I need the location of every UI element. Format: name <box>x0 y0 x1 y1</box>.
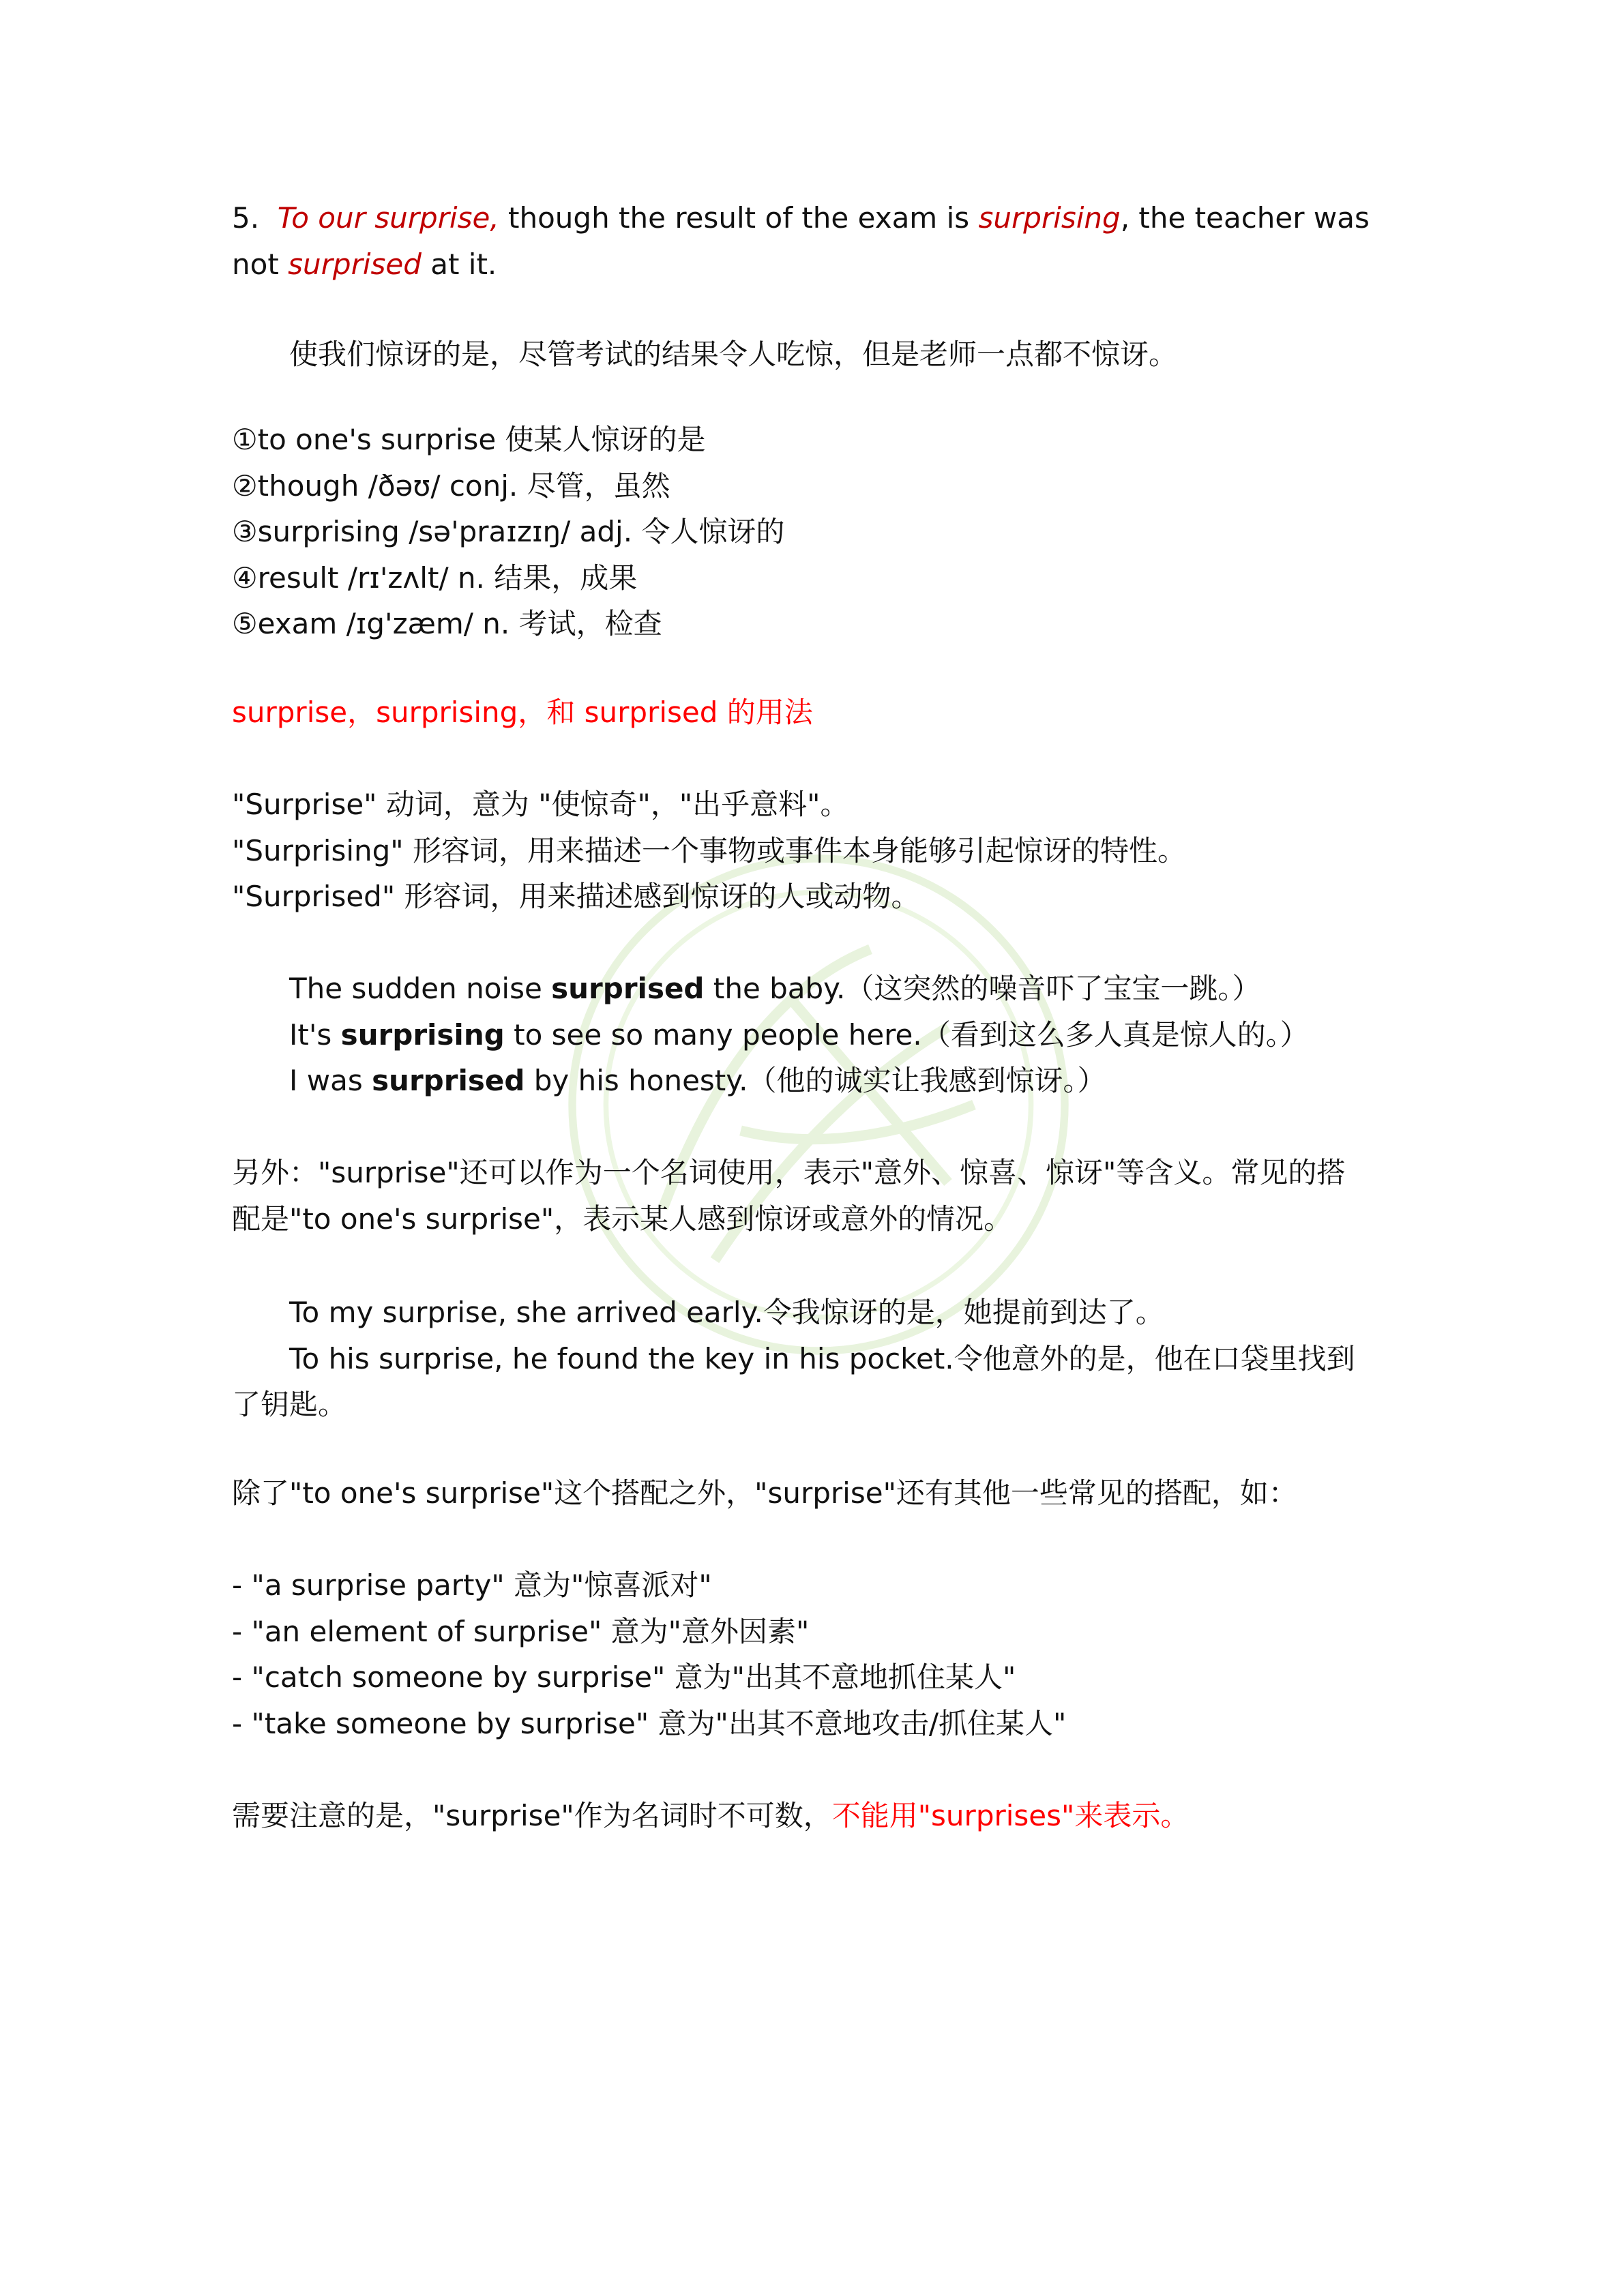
sentence-text: , the teacher was <box>1120 201 1370 235</box>
translation: 使我们惊讶的是，尽管考试的结果令人吃惊，但是老师一点都不惊讶。 <box>289 338 1178 371</box>
example-line: The sudden noise surprised the baby.（这突然的噪音吓了宝宝一跳。） <box>289 972 1261 1005</box>
vocab-item: ①to one's surprise 使某人惊讶的是 <box>232 423 706 456</box>
sentence-number: 5. <box>232 201 260 235</box>
example-line-continued: 了钥匙。 <box>232 1388 347 1421</box>
sentence-text: though the result of the exam is <box>499 201 979 235</box>
collocation-item: - "an element of surprise" 意为"意外因素" <box>232 1615 810 1648</box>
watermark-logo-icon <box>559 846 1078 1364</box>
vocab-item: ⑤exam /ɪg'zæm/ n. 考试，检查 <box>232 607 662 640</box>
example-line: To my surprise, she arrived early.令我惊讶的是，她提前到达了。 <box>289 1296 1164 1329</box>
usage-heading: surprise，surprising，和 surprised 的用法 <box>232 696 813 729</box>
phrase-to-our-surprise: To our surprise, <box>277 201 499 235</box>
sentence-text: at it. <box>421 248 497 281</box>
definition-line: "Surprising" 形容词，用来描述一个事物或事件本身能够引起惊讶的特性。 <box>232 834 1186 867</box>
example-line: To his surprise, he found the key in his pocket.令他意外的是，他在口袋里找到 <box>289 1342 1355 1375</box>
collocation-intro: 除了"to one's surprise"这个搭配之外，"surprise"还有其他一些常见的搭配，如： <box>232 1476 1297 1510</box>
sentence-line-2 <box>232 241 497 288</box>
collocation-item: - "take someone by surprise" 意为"出其不意地攻击/抓住某人" <box>232 1707 1067 1740</box>
word-surprising: surprising <box>978 201 1121 235</box>
final-note <box>232 1793 1189 1839</box>
collocation-item: - "a surprise party" 意为"惊喜派对" <box>232 1568 712 1602</box>
example-line: It's surprising to see so many people here.（看到这么多人真是惊人的。） <box>289 1018 1309 1052</box>
word-surprised: surprised <box>288 248 422 281</box>
collocation-item: - "catch someone by surprise" 意为"出其不意地抓住某人" <box>232 1660 1016 1694</box>
vocab-item: ②though /ðəʊ/ conj. 尽管，虽然 <box>232 469 670 503</box>
vocab-item: ③surprising /sə'praɪzɪŋ/ adj. 令人惊讶的 <box>232 515 785 548</box>
final-note-text: 需要注意的是，"surprise"作为名词时不可数， <box>232 1799 832 1832</box>
sentence-line-1 <box>232 195 1370 241</box>
noun-note-line-1: 另外："surprise"还可以作为一个名词使用，表示"意外、惊喜、惊讶"等含义。常见的搭 <box>232 1156 1346 1189</box>
sentence-text: not <box>232 248 289 281</box>
example-line: I was surprised by his honesty.（他的诚实让我感到惊讶。） <box>289 1064 1106 1097</box>
final-note-warning: 不能用"surprises"来表示。 <box>831 1799 1190 1832</box>
definition-line: "Surprised" 形容词，用来描述感到惊讶的人或动物。 <box>232 880 920 913</box>
definition-line: "Surprise" 动词，意为 "使惊奇"，"出乎意料"。 <box>232 788 849 821</box>
noun-note-line-2: 配是"to one's surprise"，表示某人感到惊讶或意外的情况。 <box>232 1202 1013 1236</box>
vocab-item: ④result /rɪ'zʌlt/ n. 结果，成果 <box>232 561 638 595</box>
